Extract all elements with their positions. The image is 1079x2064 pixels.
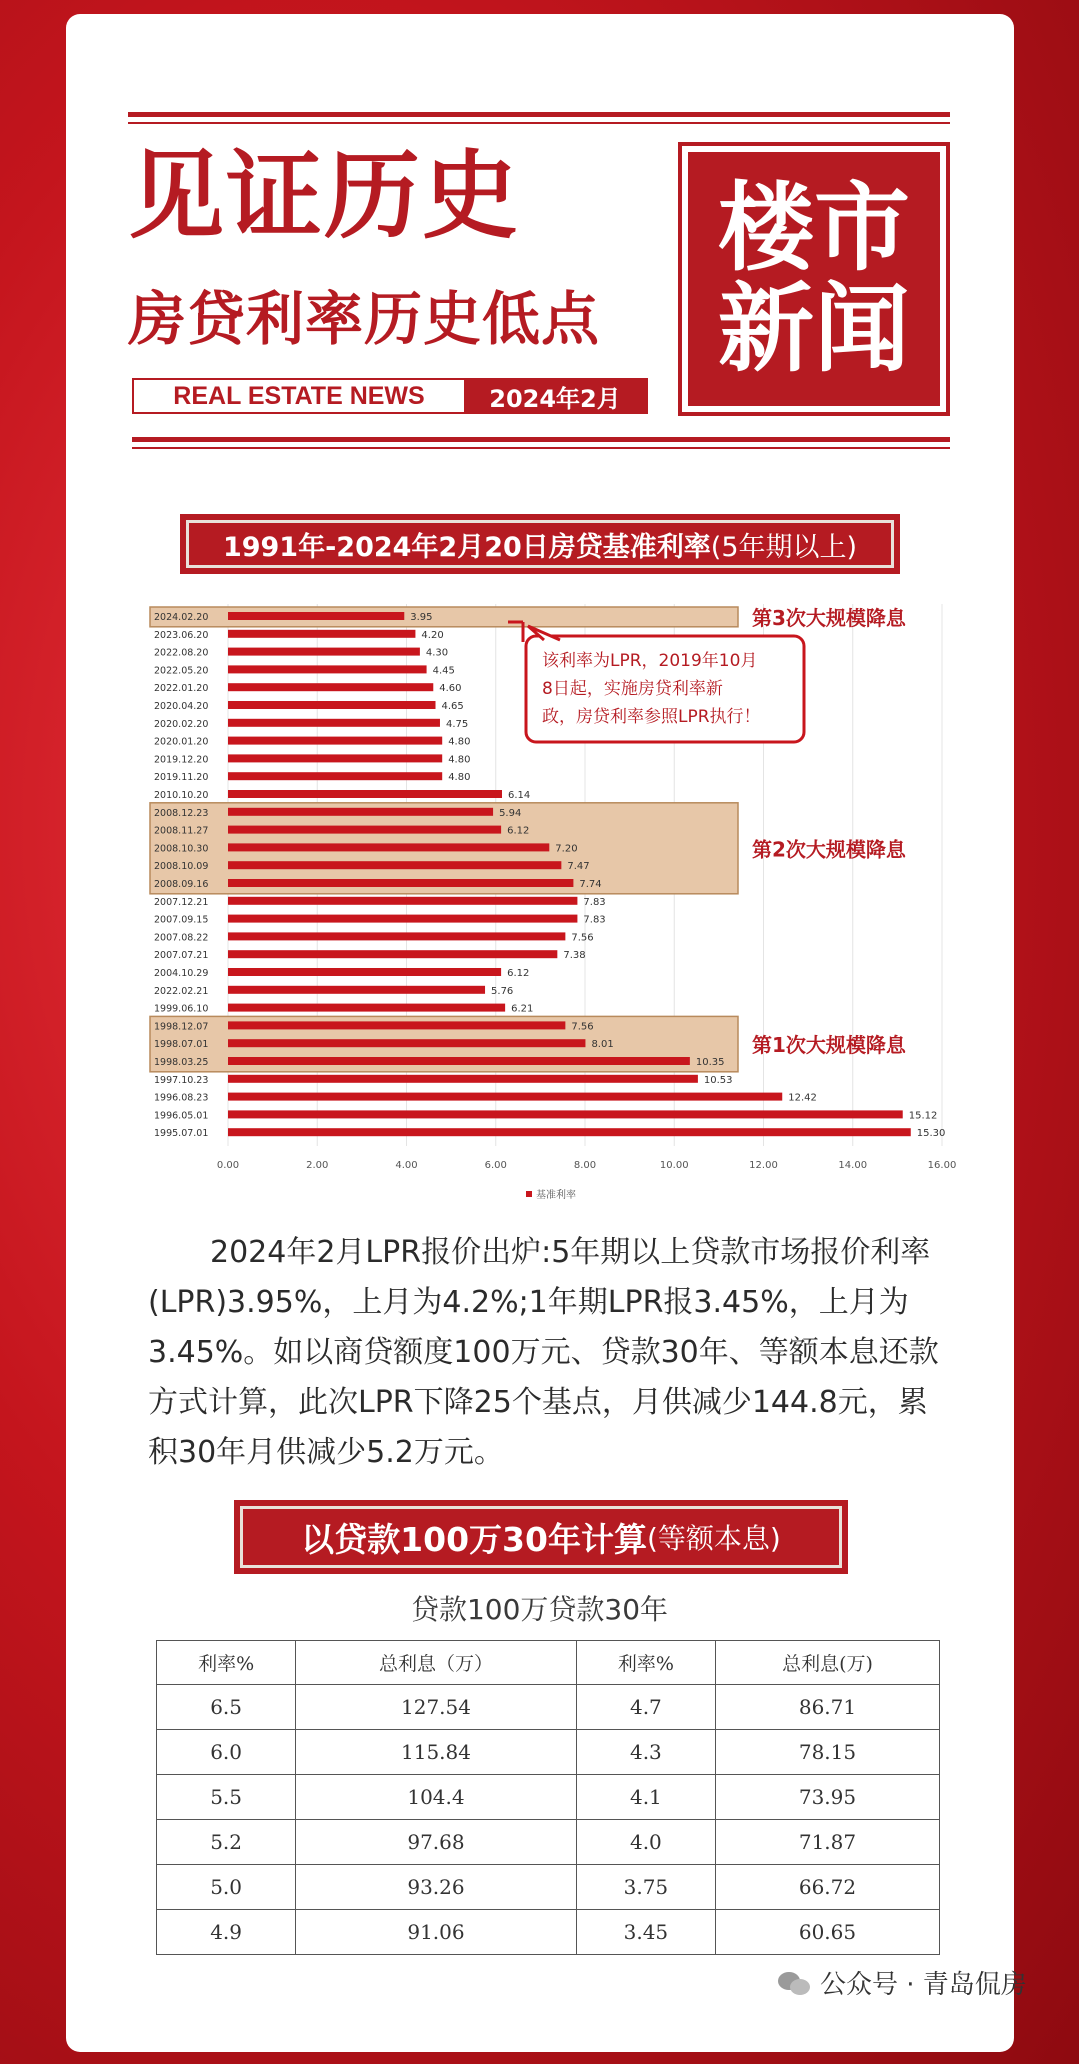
value-label: 7.56 xyxy=(571,1021,594,1033)
rate-bar xyxy=(228,1057,690,1065)
wechat-icon xyxy=(778,1970,812,1996)
table-cell: 4.7 xyxy=(576,1685,715,1730)
rate-bar xyxy=(228,1110,903,1118)
category-label: 2020.04.20 xyxy=(154,701,209,712)
rate-bar xyxy=(228,754,442,762)
rate-bar xyxy=(228,1128,911,1136)
category-label: 2008.12.23 xyxy=(154,807,209,819)
category-label: 2024.02.20 xyxy=(154,612,209,623)
value-label: 5.94 xyxy=(499,807,522,819)
x-tick-label: 0.00 xyxy=(216,1160,240,1171)
table-cell: 4.3 xyxy=(576,1730,715,1775)
table-cell: 6.5 xyxy=(157,1685,296,1730)
header-rate-2: 利率% xyxy=(576,1641,715,1685)
top-rule-thin xyxy=(128,122,950,124)
annotation-text: 政，房贷利率参照LPR执行！ xyxy=(542,707,761,727)
value-label: 15.12 xyxy=(908,1110,938,1122)
news-stamp xyxy=(678,142,950,416)
table-cell: 5.0 xyxy=(157,1865,296,1910)
table-banner-light: (等额本息) xyxy=(646,1522,781,1555)
value-label: 4.65 xyxy=(441,701,464,712)
category-label: 2019.12.20 xyxy=(154,754,209,766)
category-label: 2022.05.20 xyxy=(154,665,209,677)
category-label: 1998.07.01 xyxy=(154,1039,209,1051)
value-label: 12.42 xyxy=(788,1092,817,1104)
category-label: 2007.08.22 xyxy=(154,932,209,944)
table-cell: 6.0 xyxy=(157,1730,296,1775)
table-cell: 73.95 xyxy=(715,1775,939,1820)
x-tick-label: 12.00 xyxy=(749,1160,778,1171)
rate-bar xyxy=(228,1093,782,1101)
table-row xyxy=(157,1730,940,1775)
annotation-text: 8日起，实施房贷利率新 xyxy=(542,679,723,699)
category-label: 2004.10.29 xyxy=(154,968,209,979)
table-cell: 127.54 xyxy=(296,1685,577,1730)
value-label: 10.53 xyxy=(703,1074,733,1086)
rate-bar xyxy=(228,826,501,834)
x-tick-label: 8.00 xyxy=(573,1160,597,1171)
category-label: 2008.10.09 xyxy=(154,861,209,873)
rate-bar xyxy=(228,843,549,851)
legend-swatch xyxy=(526,1191,532,1197)
table-cell: 4.1 xyxy=(576,1775,715,1820)
bottom-rule-thin xyxy=(132,447,950,449)
table-row xyxy=(157,1910,940,1955)
value-label: 4.80 xyxy=(448,772,471,784)
headline-main: 见证历史 xyxy=(128,140,520,252)
table-row xyxy=(157,1820,940,1865)
rate-bar xyxy=(228,1004,505,1012)
rate-bar xyxy=(228,915,577,923)
value-label: 6.14 xyxy=(507,790,531,801)
category-label: 1996.05.01 xyxy=(154,1110,209,1122)
value-label: 6.12 xyxy=(507,825,530,837)
highlight-label: 第1次大规模降息 xyxy=(752,1033,906,1058)
rate-bar xyxy=(228,861,561,869)
table-cell: 5.5 xyxy=(157,1775,296,1820)
rate-bar xyxy=(228,950,557,958)
rate-bar xyxy=(228,648,420,656)
rate-bar xyxy=(228,968,501,976)
rate-bar xyxy=(228,772,442,780)
x-tick-label: 14.00 xyxy=(838,1160,868,1171)
category-label: 1998.12.07 xyxy=(154,1021,209,1033)
rate-bar xyxy=(228,683,433,691)
category-label: 2022.08.20 xyxy=(154,647,209,659)
category-label: 2008.10.30 xyxy=(154,843,209,855)
category-label: 2010.10.20 xyxy=(154,790,209,801)
category-label: 2007.09.15 xyxy=(154,914,209,926)
table-cell: 115.84 xyxy=(296,1730,577,1775)
category-label: 1998.03.25 xyxy=(154,1057,209,1068)
header-rate-1: 利率% xyxy=(157,1641,296,1685)
annotation-text: 该利率为LPR，2019年10月 xyxy=(542,651,758,671)
table-banner-bold: 以贷款100万30年计算 xyxy=(301,1519,647,1559)
value-label: 4.75 xyxy=(445,718,469,730)
x-tick-label: 2.00 xyxy=(306,1160,329,1171)
table-cell: 4.0 xyxy=(576,1820,715,1865)
table-cell: 91.06 xyxy=(296,1910,577,1955)
rate-bar xyxy=(228,719,440,727)
rate-bar xyxy=(228,1075,698,1083)
value-label: 4.80 xyxy=(448,736,471,748)
stamp-line-1: 楼市 xyxy=(718,172,910,285)
category-label: 1995.07.01 xyxy=(154,1128,209,1140)
value-label: 4.60 xyxy=(439,683,462,695)
rate-bar xyxy=(228,986,485,994)
rate-bar xyxy=(228,737,442,745)
rate-bar xyxy=(228,665,427,673)
table-caption: 贷款100万贷款30年 xyxy=(410,1593,669,1626)
rate-bar xyxy=(228,790,502,798)
table-cell: 66.72 xyxy=(715,1865,939,1910)
rate-chart-svg xyxy=(150,592,957,1201)
value-label: 6.12 xyxy=(507,968,530,979)
value-label: 7.47 xyxy=(567,861,590,873)
chart-banner xyxy=(180,514,900,574)
category-label: 2019.11.20 xyxy=(154,772,209,784)
value-label: 6.21 xyxy=(511,1003,534,1015)
table-cell: 86.71 xyxy=(715,1685,939,1730)
news-date: 2024年2月 xyxy=(464,380,646,412)
table-cell: 71.87 xyxy=(715,1820,939,1865)
news-bar xyxy=(132,378,648,414)
chart-banner-light: (5年期以上) xyxy=(710,531,858,563)
rate-bar xyxy=(228,897,577,905)
header-interest-2: 总利息(万) xyxy=(715,1641,939,1685)
rate-bar xyxy=(228,932,565,940)
value-label: 5.76 xyxy=(491,985,514,997)
category-label: 2007.07.21 xyxy=(154,950,209,962)
value-label: 4.30 xyxy=(425,647,449,659)
top-rule-thick xyxy=(128,112,950,117)
value-label: 7.83 xyxy=(583,896,606,908)
table-cell: 60.65 xyxy=(715,1910,939,1955)
table-cell: 97.68 xyxy=(296,1820,577,1865)
table-cell: 3.45 xyxy=(576,1910,715,1955)
value-label: 7.74 xyxy=(579,879,602,890)
category-label: 2007.12.21 xyxy=(154,896,209,908)
rate-bar xyxy=(228,808,493,816)
value-label: 7.56 xyxy=(571,932,594,944)
x-tick-label: 6.00 xyxy=(484,1160,507,1171)
category-label: 2008.09.16 xyxy=(154,879,209,890)
header-interest-1: 总利息（万） xyxy=(296,1641,577,1685)
table-cell: 104.4 xyxy=(296,1775,577,1820)
value-label: 4.45 xyxy=(432,665,455,677)
highlight-label: 第2次大规模降息 xyxy=(752,837,906,862)
legend-label: 基准利率 xyxy=(536,1190,576,1201)
rate-bar xyxy=(228,1039,585,1047)
value-label: 15.30 xyxy=(916,1128,946,1140)
table-banner xyxy=(234,1500,848,1574)
highlight-label: 第3次大规模降息 xyxy=(752,605,906,630)
table-cell: 78.15 xyxy=(715,1730,939,1775)
rate-bar xyxy=(228,612,404,620)
interest-table xyxy=(156,1640,940,1955)
category-label: 1997.10.23 xyxy=(154,1074,209,1086)
value-label: 4.20 xyxy=(421,629,444,641)
news-label: REAL ESTATE NEWS xyxy=(173,381,425,410)
chart-banner-bold: 1991年-2024年2月20日房贷基准利率 xyxy=(222,531,711,563)
value-label: 8.01 xyxy=(591,1039,614,1051)
value-label: 7.20 xyxy=(555,843,578,855)
table-row xyxy=(157,1865,940,1910)
headline-sub: 房贷利率历史低点 xyxy=(128,285,601,353)
rate-bar xyxy=(228,630,415,638)
table-cell: 4.9 xyxy=(157,1910,296,1955)
category-label: 1999.06.10 xyxy=(154,1003,209,1015)
value-label: 4.80 xyxy=(448,754,471,766)
lpr-paragraph: 2024年2月LPR报价出炉:5年期以上贷款市场报价利率(LPR)3.95%，上月为4.2%;1年期LPR报3.45%，上月为3.45%。如以商贷额度100万元、贷款30年、等额本息还款方式计算，此次LPR下降25个基点，月供减少144.8元，累积30年月供减少5.2万元。 xyxy=(148,1235,939,1470)
category-label: 2022.01.20 xyxy=(154,683,209,695)
category-label: 1996.08.23 xyxy=(154,1092,209,1104)
rate-bar xyxy=(228,1021,565,1029)
footer-source xyxy=(778,1964,1027,2001)
category-label: 2020.01.20 xyxy=(154,736,209,748)
x-tick-label: 10.00 xyxy=(659,1160,689,1171)
table-cell: 5.2 xyxy=(157,1820,296,1865)
value-label: 7.38 xyxy=(563,950,586,962)
stamp-line-2: 新闻 xyxy=(718,273,910,385)
table-row xyxy=(157,1775,940,1820)
x-tick-label: 16.00 xyxy=(927,1160,957,1171)
category-label: 2020.02.20 xyxy=(154,718,209,730)
category-label: 2022.02.21 xyxy=(154,985,209,997)
category-label: 2008.11.27 xyxy=(154,825,209,837)
x-tick-label: 4.00 xyxy=(395,1160,418,1171)
category-label: 2023.06.20 xyxy=(154,629,209,641)
rate-chart xyxy=(150,592,957,1201)
footer-source-text: 公众号 · 青岛侃房 xyxy=(820,1970,1027,2000)
value-label: 10.35 xyxy=(695,1057,725,1068)
table-row xyxy=(157,1685,940,1730)
rate-bar xyxy=(228,701,436,709)
value-label: 3.95 xyxy=(410,612,433,623)
table-cell: 93.26 xyxy=(296,1865,577,1910)
rate-bar xyxy=(228,879,573,887)
table-header-row xyxy=(157,1641,940,1685)
table-cell: 3.75 xyxy=(576,1865,715,1910)
bottom-rule-thick xyxy=(132,437,950,442)
value-label: 7.83 xyxy=(583,914,606,926)
